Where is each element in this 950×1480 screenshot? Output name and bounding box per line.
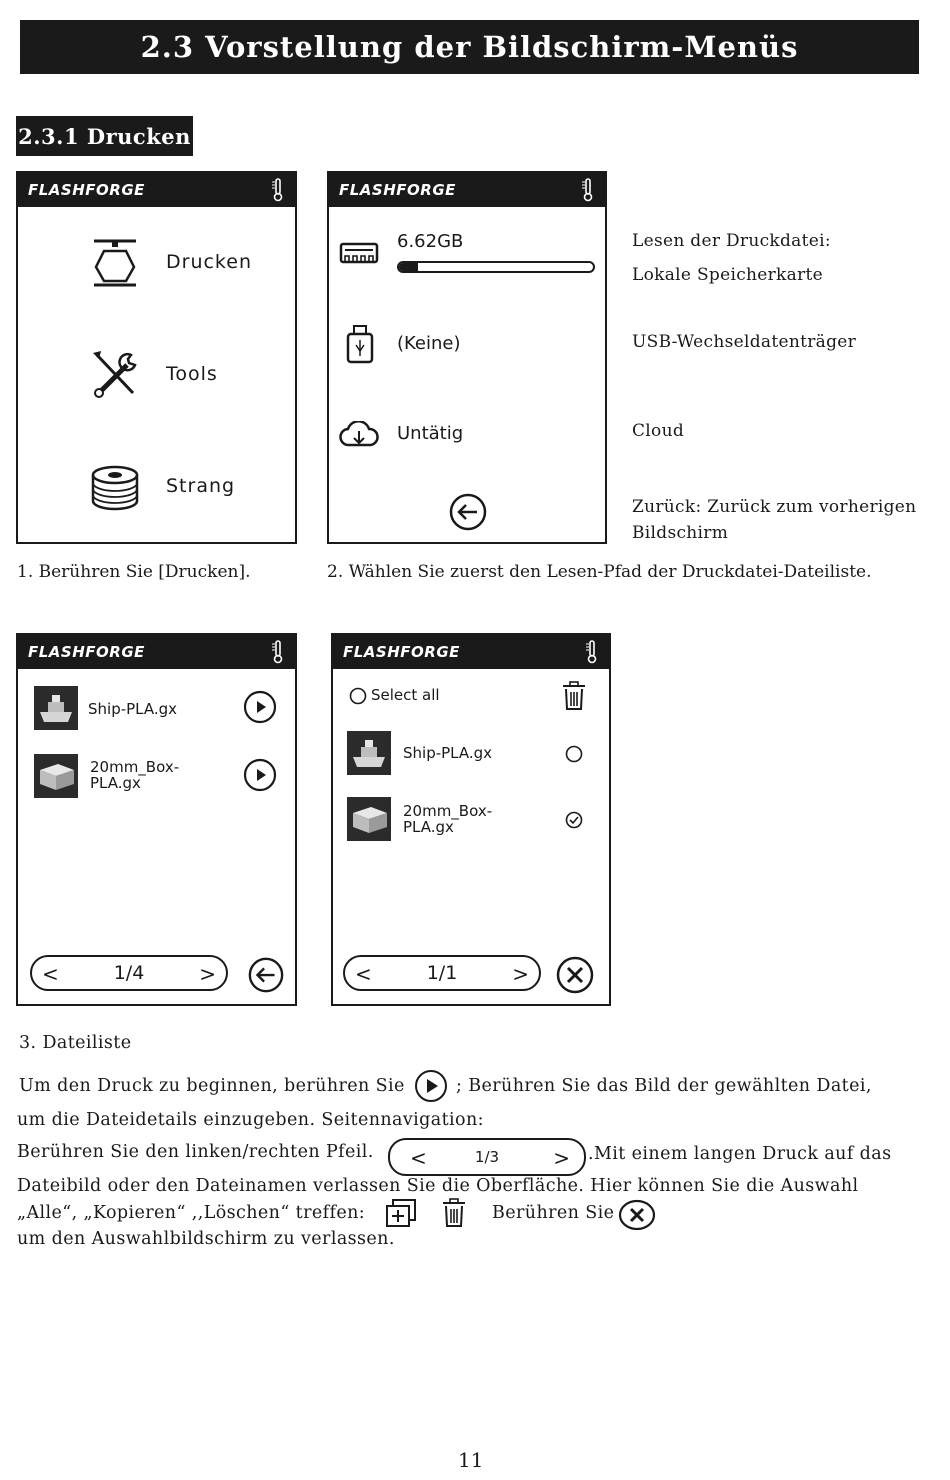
text-line-5a: „Alle“, „Kopieren“ ,,Löschen“ treffen: [17,1203,366,1223]
note-read-file: Lesen der Druckdatei: [632,231,831,251]
filament-spool-icon [90,465,140,511]
note-back-2: Bildschirm [632,523,729,543]
copy-add-icon [384,1198,418,1228]
menu-label-print: Drucken [166,251,252,273]
page-navigator [343,955,541,991]
trash-icon[interactable] [561,681,587,711]
flashforge-logo: FLASHFORGE [28,643,145,661]
usb-icon [345,325,375,365]
print-nozzle-icon [90,237,140,289]
chevron-right-icon: > [553,1146,570,1170]
status-bar [18,173,295,207]
local-storage-size: 6.62GB [397,231,464,252]
select-all-label: Select all [371,686,440,704]
tools-icon [91,349,141,401]
chevron-left-icon[interactable]: < [355,962,372,986]
caption-screen1: 1. Berühren Sie [Drucken]. [17,562,251,582]
screen-storage-select [327,171,607,544]
back-icon[interactable] [448,492,488,532]
trash-icon [441,1198,467,1228]
file-name[interactable]: Ship-PLA.gx [88,700,178,718]
note-local-card: Lokale Speicherkarte [632,265,823,285]
thermometer-icon[interactable] [271,640,285,664]
file-thumbnail[interactable] [347,797,391,841]
text-line-3b: .Mit einem langen Druck auf das [588,1144,892,1164]
thermometer-icon[interactable] [585,640,599,664]
page-indicator: 1/4 [113,962,145,984]
file-thumbnail[interactable] [34,754,78,798]
text-line-6: um den Auswahlbildschirm zu verlassen. [17,1229,395,1249]
text-line-3a: Berühren Sie den linken/rechten Pfeil. [17,1142,374,1162]
note-back-1: Zurück: Zurück zum vorherigen [632,497,917,517]
chevron-right-icon[interactable]: > [512,962,529,986]
page-title: 2.3 Vorstellung der Bildschirm-Menüs [20,20,919,74]
cloud-download-icon [339,421,379,449]
caption-screen2: 2. Wählen Sie zuerst den Lesen-Pfad der Druckdatei-Dateiliste. [327,562,872,582]
text-line-5b: Berühren Sie [492,1203,615,1223]
back-icon[interactable] [247,956,285,994]
storage-usage-bar [397,261,595,273]
flashforge-logo: FLASHFORGE [28,181,145,199]
text-line-1b: ; Berühren Sie das Bild der gewählten Datei, [456,1076,872,1096]
page-number: 11 [458,1448,484,1472]
note-cloud: Cloud [632,421,685,441]
text-line-2: um die Dateidetails einzugeben. Seitennavigation: [17,1110,484,1130]
page-indicator: 1/1 [426,962,458,984]
radio-checked-icon[interactable] [565,811,583,829]
status-bar [329,173,605,207]
storage-usage-fill [399,263,418,271]
menu-label-tools: Tools [166,363,218,385]
close-icon [618,1199,656,1231]
usb-storage-status: (Keine) [397,333,461,354]
screen-file-list [16,633,297,1006]
cloud-status: Untätig [397,423,464,444]
status-bar [18,635,295,669]
note-usb: USB-Wechseldatenträger [632,332,857,352]
file-name[interactable]: 20mm_Box- [403,802,493,820]
page-indicator: 1/3 [474,1148,500,1166]
close-icon[interactable] [555,955,595,995]
chevron-left-icon[interactable]: < [42,962,59,986]
file-name[interactable]: Ship-PLA.gx [403,744,493,762]
text-line-4: Dateibild oder den Dateinamen verlassen Sie die Oberfläche. Hier können Sie die Auswahl [17,1176,859,1196]
file-list-title: 3. Dateiliste [19,1033,132,1053]
chevron-left-icon: < [410,1146,427,1170]
file-thumbnail[interactable] [347,731,391,775]
play-icon [414,1069,448,1103]
menu-label-filament: Strang [166,475,236,497]
flashforge-logo: FLASHFORGE [343,643,460,661]
play-icon[interactable] [243,758,277,792]
flashforge-logo: FLASHFORGE [339,181,456,199]
radio-unchecked-icon [349,687,367,705]
screen-main-menu [16,171,297,544]
file-name[interactable]: 20mm_Box- [90,758,180,776]
status-bar [333,635,609,669]
file-thumbnail[interactable] [34,686,78,730]
sd-card-icon [339,241,379,265]
page-navigator-example [388,1138,586,1176]
thermometer-icon[interactable] [581,178,595,202]
text-line-1a: Um den Druck zu beginnen, berühren Sie [19,1076,405,1096]
file-name-line2[interactable]: PLA.gx [90,774,141,792]
play-icon[interactable] [243,690,277,724]
section-heading: 2.3.1 Drucken [16,116,193,156]
file-name-line2[interactable]: PLA.gx [403,818,454,836]
radio-unchecked-icon[interactable] [565,745,583,763]
screen-file-select [331,633,611,1006]
chevron-right-icon[interactable]: > [199,962,216,986]
page-navigator [30,955,228,991]
thermometer-icon[interactable] [271,178,285,202]
